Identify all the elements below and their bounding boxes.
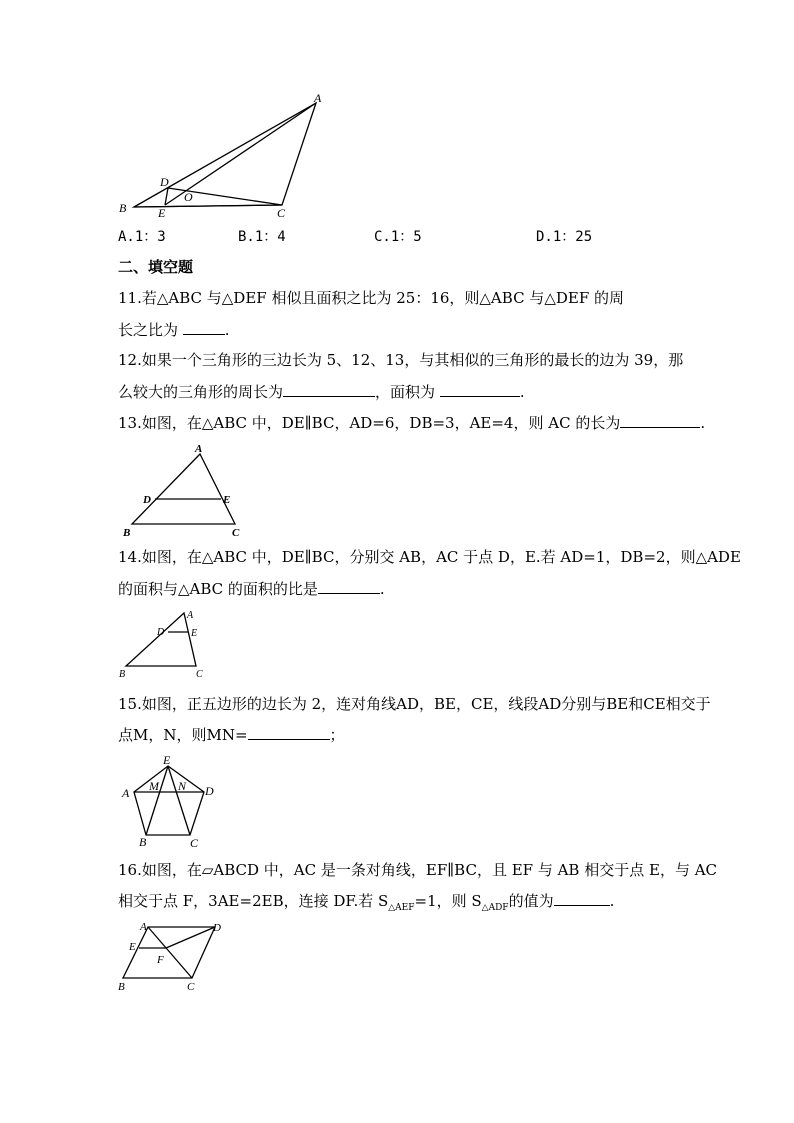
q12-text-b: ，面积为 (375, 383, 436, 401)
figure-q10 (0, 0, 794, 230)
label-c: C (190, 836, 199, 850)
figure-q13 (0, 440, 794, 540)
q12-area-blank[interactable] (440, 382, 520, 397)
label-e: E (163, 753, 171, 767)
segment-be (134, 205, 282, 207)
label-a: A (195, 443, 203, 455)
q12-text-a: 么较大的三角形的周长为 (118, 383, 284, 401)
q11-line2 (118, 320, 230, 340)
q13-line1 (118, 413, 705, 433)
q15-line1: 15.如图，正五边形的边长为 2，连对角线AD，BE，CE，线段AD分别与BE和CE相交于 (118, 695, 711, 713)
q15-line2 (118, 725, 345, 745)
q14-period: . (379, 580, 385, 598)
label-d: D (205, 784, 214, 798)
label-e: E (223, 494, 231, 506)
label-a: A (187, 610, 194, 621)
label-b: B (119, 201, 127, 215)
label-o: O (184, 190, 193, 204)
q15-semicolon: ； (329, 726, 345, 744)
q12-line1: 12.如果一个三角形的三边长为 5、12、13，与其相似的三角形的最长的边为 39，那 (118, 351, 684, 369)
parallelogram-abcd (123, 927, 215, 978)
section-title: 二、填空题 (118, 258, 194, 276)
option-b[interactable]: B.1：4 (238, 229, 286, 245)
pentagon (134, 766, 204, 835)
q12-period: . (519, 383, 525, 401)
triangle-abc (132, 454, 235, 524)
option-a[interactable]: A.1：3 (118, 229, 166, 245)
label-d: D (157, 627, 165, 638)
label-a: A (314, 91, 322, 105)
label-c: C (196, 669, 203, 680)
label-e: E (191, 628, 198, 639)
label-e: E (158, 206, 166, 220)
q16-text-b: =1，则 S (414, 892, 482, 910)
label-c: C (187, 981, 195, 993)
label-m: M (149, 779, 159, 793)
label-b: B (123, 527, 131, 539)
q16-line1: 16.如图，在▱ABCD 中，AC 是一条对角线，EF∥BC，且 EF 与 AB 相交于点 E，与 AC (118, 861, 718, 879)
label-b: B (118, 981, 125, 993)
q16-text-a: 相交于点 F，3AE=2EB，连接 DF.若 S (118, 892, 389, 910)
q16-answer-blank[interactable] (554, 891, 610, 906)
label-e: E (129, 941, 136, 953)
option-c[interactable]: C.1：5 (374, 229, 422, 245)
q14-answer-blank[interactable] (318, 579, 380, 594)
q11-period: . (224, 321, 230, 339)
triangle-abc (134, 103, 316, 207)
q16-text-c: 的值为 (508, 892, 554, 910)
figure-q16 (0, 918, 794, 1008)
q15-answer-blank[interactable] (248, 725, 330, 740)
q11-line1: 11.若△ABC 与△DEF 相似且面积之比为 25：16，则△ABC 与△DEF 的周 (118, 289, 625, 307)
label-a: A (122, 786, 130, 800)
q14-text: 的面积与△ABC 的面积的比是 (118, 580, 318, 598)
diagonal-be (146, 766, 168, 835)
q11-answer-blank[interactable] (183, 320, 225, 335)
label-b: B (119, 669, 126, 680)
label-f: F (157, 954, 164, 966)
q16-line2 (118, 891, 614, 918)
figure-q14 (0, 605, 794, 685)
q13-text: 13.如图，在△ABC 中，DE∥BC，AD=6，DB=3，AE=4，则 AC 的长为 (118, 414, 621, 432)
option-d[interactable]: D.1：25 (536, 229, 593, 245)
triangle-abc (126, 613, 196, 666)
label-d: D (143, 494, 151, 506)
q12-perimeter-blank[interactable] (283, 382, 375, 397)
q11-text: 长之比为 (118, 321, 179, 339)
q15-text: 点M，N，则MN= (118, 726, 248, 744)
segment-de (165, 188, 168, 205)
label-c: C (277, 206, 286, 220)
q16-period: . (609, 892, 615, 910)
label-n: N (178, 779, 187, 793)
q14-line1: 14.如图，在△ABC 中，DE∥BC，分别交 AB，AC 于点 D，E.若 AD=1，DB=2，则△ADE (118, 548, 741, 566)
q12-line2 (118, 382, 525, 402)
label-d: D (213, 922, 221, 934)
q16-sub-aef: △AEF (388, 903, 415, 913)
q14-line2 (118, 579, 385, 599)
diagonal-ac (148, 927, 192, 978)
q13-answer-blank[interactable] (620, 413, 700, 428)
label-d: D (160, 175, 169, 189)
label-c: C (232, 527, 240, 539)
q16-sub-adf: △ADF (481, 903, 509, 913)
label-a: A (140, 921, 147, 933)
diagonal-ce (168, 766, 190, 835)
q13-period: . (700, 414, 706, 432)
label-b: B (139, 835, 147, 849)
figure-q15 (0, 755, 794, 855)
